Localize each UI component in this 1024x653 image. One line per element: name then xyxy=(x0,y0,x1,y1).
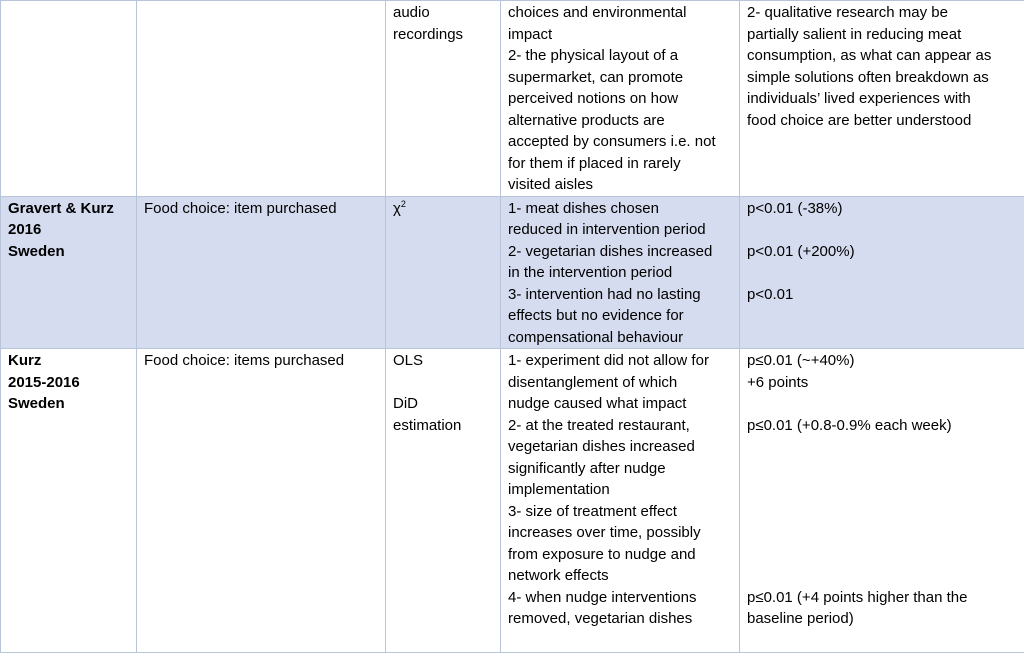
outcome-text: Food choice: item purchased xyxy=(144,198,379,220)
results-cell xyxy=(740,349,1024,653)
results-spacer xyxy=(747,565,1018,587)
method-line: estimation xyxy=(393,415,494,437)
method-line: audio xyxy=(393,2,494,24)
results-line: 2- qualitative research may be xyxy=(747,2,1018,24)
table-row xyxy=(1,1,1024,197)
findings-line: compensational behaviour xyxy=(508,327,733,349)
findings-line: 3- intervention had no lasting xyxy=(508,284,733,306)
outcome-cell xyxy=(137,196,386,349)
results-spacer xyxy=(747,262,1018,284)
findings-line: 2- at the treated restaurant, xyxy=(508,415,733,437)
findings-line: nudge caused what impact xyxy=(508,393,733,415)
results-spacer xyxy=(747,393,1018,415)
method-cell xyxy=(386,196,501,349)
outcome-cell xyxy=(137,349,386,653)
results-spacer xyxy=(747,479,1018,501)
findings-line: effects but no evidence for xyxy=(508,305,733,327)
table-row xyxy=(1,196,1024,349)
results-line: simple solutions often breakdown as xyxy=(747,67,1018,89)
findings-line: 1- meat dishes chosen xyxy=(508,198,733,220)
results-line: baseline period) xyxy=(747,608,1018,630)
results-line: p≤0.01 (+0.8-0.9% each week) xyxy=(747,415,1018,437)
results-spacer xyxy=(747,219,1018,241)
results-line: p≤0.01 (~+40%) xyxy=(747,350,1018,372)
findings-line: accepted by consumers i.e. not xyxy=(508,131,733,153)
findings-line: supermarket, can promote xyxy=(508,67,733,89)
results-line: partially salient in reducing meat xyxy=(747,24,1018,46)
method-line: OLS xyxy=(393,350,494,372)
findings-line: 3- size of treatment effect xyxy=(508,501,733,523)
findings-line: 1- experiment did not allow for xyxy=(508,350,733,372)
findings-line: for them if placed in rarely xyxy=(508,153,733,175)
results-line: p<0.01 (-38%) xyxy=(747,198,1018,220)
study-authors: Gravert & Kurz xyxy=(8,198,130,220)
findings-line: network effects xyxy=(508,565,733,587)
method-cell xyxy=(386,349,501,653)
outcome-cell xyxy=(137,1,386,197)
findings-cell xyxy=(501,349,740,653)
chi-square-exponent: 2 xyxy=(401,199,406,209)
results-line: p<0.01 (+200%) xyxy=(747,241,1018,263)
results-line: p<0.01 xyxy=(747,284,1018,306)
findings-line: choices and environmental xyxy=(508,2,733,24)
findings-line: visited aisles xyxy=(508,174,733,196)
findings-line: 2- vegetarian dishes increased xyxy=(508,241,733,263)
findings-line: implementation xyxy=(508,479,733,501)
findings-line: increases over time, possibly xyxy=(508,522,733,544)
findings-cell xyxy=(501,196,740,349)
results-line: food choice are better understood xyxy=(747,110,1018,132)
findings-line: in the intervention period xyxy=(508,262,733,284)
chi-square-symbol: χ xyxy=(393,200,401,217)
results-spacer xyxy=(747,436,1018,458)
study-cell xyxy=(1,1,137,197)
results-line: individuals’ lived experiences with xyxy=(747,88,1018,110)
findings-line: significantly after nudge xyxy=(508,458,733,480)
study-year: 2016 xyxy=(8,219,130,241)
findings-line: reduced in intervention period xyxy=(508,219,733,241)
results-cell xyxy=(740,1,1024,197)
findings-line: disentanglement of which xyxy=(508,372,733,394)
results-spacer xyxy=(747,458,1018,480)
study-authors: Kurz xyxy=(8,350,130,372)
results-spacer xyxy=(747,522,1018,544)
results-spacer xyxy=(747,501,1018,523)
findings-line: 2- the physical layout of a xyxy=(508,45,733,67)
method-spacer xyxy=(393,372,494,394)
study-country: Sweden xyxy=(8,393,130,415)
outcome-text: Food choice: items purchased xyxy=(144,350,379,372)
findings-line: removed, vegetarian dishes xyxy=(508,608,733,630)
results-cell xyxy=(740,196,1024,349)
findings-line: impact xyxy=(508,24,733,46)
study-year: 2015-2016 xyxy=(8,372,130,394)
results-line: p≤0.01 (+4 points higher than the xyxy=(747,587,1018,609)
findings-line: vegetarian dishes increased xyxy=(508,436,733,458)
findings-line: perceived notions on how xyxy=(508,88,733,110)
study-country: Sweden xyxy=(8,241,130,263)
findings-line: 4- when nudge interventions xyxy=(508,587,733,609)
findings-cell xyxy=(501,1,740,197)
results-line: +6 points xyxy=(747,372,1018,394)
method-line: DiD xyxy=(393,393,494,415)
table-row xyxy=(1,349,1024,653)
method-cell xyxy=(386,1,501,197)
study-cell xyxy=(1,349,137,653)
findings-line: from exposure to nudge and xyxy=(508,544,733,566)
results-line: consumption, as what can appear as xyxy=(747,45,1018,67)
results-spacer xyxy=(747,544,1018,566)
method-line: recordings xyxy=(393,24,494,46)
findings-line: alternative products are xyxy=(508,110,733,132)
study-cell xyxy=(1,196,137,349)
